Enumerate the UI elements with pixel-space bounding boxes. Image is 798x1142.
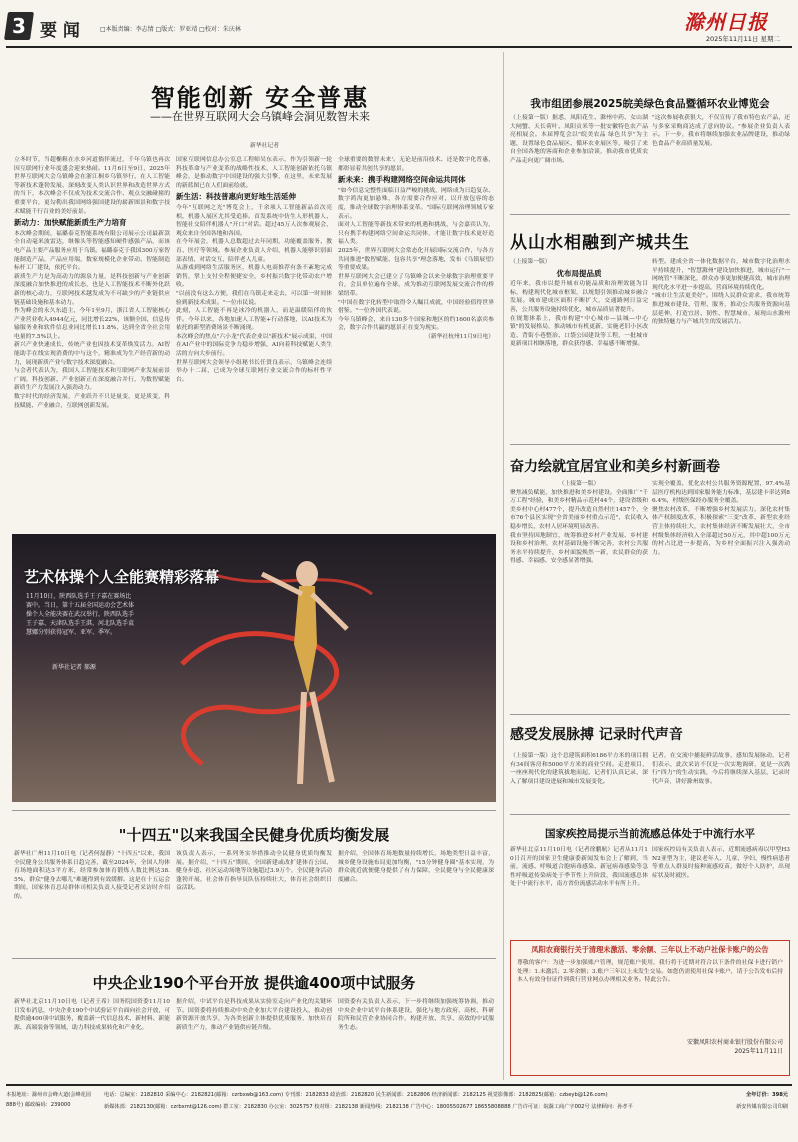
lead-subhead-1: 新动力：加快赋能新质生产力培育 <box>14 218 127 228</box>
right1-rule <box>510 214 790 215</box>
lead-subhead-2: 新生活：科技普惠向更好地生活延伸 <box>176 192 296 202</box>
right3-para: 聚焦减负赋能，加快推进和美乡村建设。全面推广"千万工程"经验，和美乡村精品示范村44个，建设省级和美乡村中心村477个，提升改造自然村庄1457个，全市76个县区实现"全省美丽乡村重点示范"，农民收入稳步增长，农村人居环境明显改善。 <box>510 489 648 530</box>
lead-para: 作为峰会的永久东道主，今年1至9月，浙江省人工智能核心产业营业收入4944亿元，同比增长22%，该额全国，信息传输服务业和软件信息业同比增长11.8%，达到全省全社会用电量的7.5%以上。 <box>14 308 170 340</box>
lead-para: 2025年，世界互联网大会常态化开展国际交流合作，与各方共同推进"数智赋能、包容共享"理念落地，发布《乌镇展望》等重要成果。 <box>338 247 494 272</box>
notice-date: 2025年11月11日 <box>734 1048 783 1055</box>
right3-byline: （上接第一版） <box>558 481 600 487</box>
editors-line: □本版责编：李志情 □版式：罗亚靖 □校对：朱庆林 <box>100 26 241 33</box>
lead-para: 新兴产业快速成长，传统产业也因技术变革焕发活力。AI智能助手在线实现消费的中与这个，精准成为生产经营新的动力，展现新质产业与数字技术深度融合。 <box>14 342 170 366</box>
lead-col-3 <box>338 156 494 528</box>
masthead: 滁州日报 <box>684 10 768 34</box>
footer <box>6 1090 792 1136</box>
lead-para: 今年"互联网之光"博览会上，千余项人工智能新品首次亮相，机器人展区尤其受追捧。首发系统中仿生人形机器人、智能社交陪伴机器人"开口"对话。超过45万人次参观展会，观众来自全国各地和各国。 <box>176 204 332 237</box>
bottom2-headline: 国家疾控局提示当前流感总体处于中流行水平 <box>545 828 755 840</box>
footer-phones-1: 电话：总编室：2182810 采编中心：2182821(邮箱：czrbxwb@163.com) 专刊部：2182833 政治部：2182820 民生新闻部：2182806 经济新闻部：2182125 视觉影像部：2182825(邮箱：czbeyb@126.com) <box>104 1092 608 1098</box>
lead-para: 与会者代表认为，我国人工智能技术和互联网产业发展前景广阔，科技创新、产业创新正在深度融合并行，为数智赋能新质生产力发展注入强劲动力。 <box>14 368 170 392</box>
issue-date: 2025年11月11日 星期二 <box>705 35 780 43</box>
lead-para: 今年乌镇峰会，来自130多个国家和地区的约1600名嘉宾参会，数字合作共赢的愿景正在变为现实。 <box>338 316 494 332</box>
photo-bottom-rule <box>12 810 496 811</box>
lead-subhead-3: 新未来：携手构建网络空间命运共同体 <box>338 175 466 185</box>
right3-para: 我市坚持因地制宜，统筹推进乡村产业发展、乡村建设和乡村治理，农村基础设施不断完善，农村公共服务水平持续提升，乡村面貌焕然一新，农民群众的获得感、幸福感、安全感显著增强。 <box>510 532 648 565</box>
page-number: 3 <box>12 14 26 38</box>
lead-credit: （新华社杭州11月9日电） <box>424 333 494 340</box>
bottom2-col-2: 国家疾控局有关负责人表示，近期流感病毒以甲型H3N2亚型为主，建议老年人、儿童、孕妇、慢性病患者等重点人群及时接种流感疫苗，做好个人防护，出现症状及时就医。 <box>652 847 790 879</box>
right3-rule <box>510 714 790 715</box>
notice-signature: 安徽凤阳农村商业银行股份有限公司 <box>686 1039 783 1046</box>
bottom3-col-1: 新华社北京11月10日电（记者王希）国务院国资委11月10日发布消息，中央企业190个中试验证平台面向社会开放，可提供逾400项中试服务，覆盖新一代信息技术、新材料、新能源、高端装备等领域，助力科技成果转化和产业化。 <box>14 999 170 1031</box>
lead-para: 世界互联网大会领导小组秘书长任贤良表示，乌镇峰会连续举办十二届，已成为全球互联网行业交流合作的标杆性平台。 <box>176 359 332 383</box>
right2-subhead: 优布局提品质 <box>556 268 602 278</box>
photo-credit: 新华社记者 郝源 <box>52 664 96 671</box>
right4-rule <box>510 814 790 815</box>
right2-rule <box>510 444 790 445</box>
lead-subheadline: ——在世界互联网大会乌镇峰会洞见数智未来 <box>150 110 370 123</box>
bottom1-col-1: 新华社广州11月10日电（记者何磊静）"十四五"以来，我国全民健身公共服务体系日趋完善，截至2024年，全国人均体育场地面积达3平方米，经常参加体育锻炼人数比例达38.5%，群众"健身去哪儿"难题得到有效缓解。这是在十五运会期间，国家体育总局群体司相关负责人接受记者采访时介绍的。 <box>14 851 170 900</box>
right2-col-1 <box>510 258 648 438</box>
lead-para: 本次峰会期间，福璐泰克智能系统有限公司展示公司最新款全自动毫米波雷达，继像头等智能感知硬件感强产品，而该电产品主要产品服务应用于乌镇。福璐泰克于我国300万家智能制造产品，产品应用端，数家规模化企业带动、智能制造标杆工厂建设，依托平台。 <box>14 230 170 272</box>
right2-col-2 <box>652 258 790 438</box>
right4-col-2: 记者，在交流中捕捉鲜活故事，感知发展脉动，记者们表示，此次采访不仅是一次实地调研，更是一次践行"四力"的生动实践，今后将继续深入基层，记录时代声音，讲好滁州故事。 <box>652 753 790 785</box>
bottom1-col-2: 该负责人表示，一系列务实举措推动全民健身优质均衡发展。据介绍，"十四五"期间，全国新建或改扩建体育公园、健身步道、社区运动场地等设施超过3.9万个，全民健身活动蓬勃开展，社会体育指导员队伍持续壮大，体育社会组织日益活跃。 <box>176 851 332 892</box>
lead-intro: 立冬时节，当超椭粗在水乡河道徜徉流过，千年乌镇也再次因互联网行业年度盛会迎来热闹。11月6日至9日，2025年世界互联网大会乌镇峰会在浙江桐乡乌镇举行，在人工智能等新技术蓬勃发展、深刻改变人类认识世界和改造世界方式的当下，本次峰会不仅成为技术交流合作、观点交融碰撞的重要平台，更勾勒出我国网络强国建设的崭新图景和数字技术赋能千行百业的美好前景。 <box>14 157 170 215</box>
lead-para: 从游戏到网络生活服务区，机器人电商推荐有条不紊地完成销售，掌上支付全程便捷安全，乡村振兴数字化带动农户增收。 <box>176 265 332 289</box>
bottom3-col-3: 国资委有关负责人表示，下一步将继续加强统筹协调，推动中央企业中试平台体系建设，强化与地方政府、高校、科研院所和民营企业协同合作，构建开放、共享、高效的中试服务生态。 <box>338 999 494 1031</box>
bottom2-col-1: 新华社北京11月10日电（记者徐鹏航）记者从11月10日召开的国家卫生健康委新闻发布会上了解到，当前，流感、呼吸道合胞病毒感染、新冠病毒感染等急性呼吸道传染病处于季节性上升阶段，我国流感总体处于中流行水平，南方省份流感活动水平有所上升。 <box>510 847 648 888</box>
right2-para: 近年来，我市以提升城市功能品质和治理效能为目标，构建现代化城市框架，以规划引领推动城乡融合发展。城市建成区面积不断扩大，交通路网日益完善，公共服务设施持续优化，城市品质显著提升。 <box>510 281 648 313</box>
section-title: 要 闻 <box>40 21 80 41</box>
photo-caption: 11月10日，陕西队选手王子嘉在赛场比赛中。当日，第十五届全国运动会艺术体操个人全能决赛在武汉举行，陕西队选手王子嘉、天津队选手王淇、河北队选手袁慧娜分别获得冠军、亚军、季军。 <box>26 593 135 636</box>
page-number-badge <box>4 12 34 40</box>
notice-title: 凤阳农商银行关于清理未激活、零余额、三年以上不动户社保卡账户的公告 <box>531 945 769 954</box>
lead-headline: 智能创新 安全普惠 <box>150 84 370 112</box>
photo-title: 艺术体操个人全能赛精彩落幕 <box>24 568 220 586</box>
right1-headline: 我市组团参展2025皖美绿色食品暨循环农业博览会 <box>530 98 770 110</box>
footer-price: 全年订价：398元 <box>746 1092 788 1098</box>
bottom3-headline: 中央企业190个平台开放 提供逾400项中试服务 <box>92 974 416 992</box>
lead-para: 新质生产力是为高动力的源泉力量，是科技创新与产业创新深度融合加快推进的成长态，也是人工智能技术不断外化跃新的核心动力，互联网技术越发成为不可缺少的产业链供应链基础设施和基本动力。 <box>14 273 170 306</box>
right3-para: 聚焦农村改革，不断增强乡村发展活力。深化农村集体产权制度改革，积极探索"三变"改革，新型农业经营主体持续壮大，农村集体经济不断发展壮大，全市村级集体经济收入全部超过50万元，其中超100万元的村占比进一步提高，为乡村全面振兴注入强劲动力。 <box>652 506 790 556</box>
bank-notice <box>510 940 790 1076</box>
bottom1-rule <box>12 958 496 959</box>
lead-para: 全球重要的数智未来'。无论是前沿技术、还是数字化普惠，都彰显着共创共享的愿景。 <box>338 157 494 172</box>
lead-col-1 <box>14 156 170 528</box>
right3-col-1 <box>510 480 648 708</box>
gymnastics-photo <box>12 534 496 802</box>
right4-headline: 感受发展脉搏 记录时代声音 <box>510 727 683 743</box>
right2-headline: 从山水相融到产城共生 <box>510 233 690 253</box>
lead-para: "中国在数字化转型中取得令人瞩目成就，中国经验值得世界借鉴。"一位外国代表说。 <box>338 299 494 315</box>
lead-para: 国家互联网信息办公室总工程师吴东表示，作为引领新一轮科技革命与产业变革的战略性技术，人工智能创新依托乌镇峰会，是推动数字中国建设的强大引擎，在这里，未来发展的新蓝图已在人们面前绘就。 <box>176 157 332 189</box>
right2-para: 转型。建成全省一体化数据平台，城市数字化治理水平持续提升，"智慧滁州"建设加快推进，城市运行"一网统管"不断深化，群众办事更加便捷高效，城市治理现代化水平进一步提高，营商环境持续优化。 <box>652 259 790 291</box>
page-header <box>6 6 792 46</box>
lead-byline: 新华社记者 <box>250 143 279 149</box>
lead-para: "如今信息完整性面临日益严峻的挑战，网络成为日趋复杂、数字鸿沟更加悬殊，各方需要合作应对，以开放包容的态度，推动全球数字治理体系变革。"国际互联网治理领域专家表示。 <box>338 187 494 220</box>
bottom1-col-3: 据介绍，全国体育场地数量持续增长，场地类型日益丰富，城乡健身设施布局更加均衡，"15分钟健身圈"基本实现，为群众就近就便健身提供了有力保障，全民健身与全民健康深度融合。 <box>338 851 494 883</box>
right2-para: "城市让生活更美好"。围绕人民群众需求，我市统筹推进城市建设、管理、服务，推动公共服务资源向基层延伸，打造宜居、韧性、智慧城市，展现山水滁州的独特魅力与产城共生的发展活力。 <box>652 293 790 326</box>
header-rule <box>6 46 792 48</box>
lead-para: "以前没有这么方便，我们在乌镇走来走去，可以第一时间体验到新技术成果。"一位市民说。 <box>176 290 332 306</box>
right1-col-2: "这次参展收获很大，不仅宣传了我市特色农产品，还与多家采购商达成了意向协议。"参展企业负责人表示。下一步，我市将继续加强农业品牌建设，推动绿色食品产业高质量发展。 <box>652 115 790 147</box>
lead-col-2 <box>176 156 332 528</box>
lead-para: 此刻，人工智能不再是冰冷的机器人，而是温暖陪伴的伙伴。今年以来，各地加速人工智能+行动落地，以AI技术为依托的新型消费场景不断涌现。 <box>176 308 332 332</box>
right2-para: 在规划体系上，我市构建"中心城市—县城—中心镇"的发展格局，推动城市有机更新，实施老旧小区改造、背街小巷整治、口袋公园建设等工程，一批城市更新项目相继落地，群众获得感、幸福感不断增强。 <box>510 315 648 348</box>
lead-para: 在今年展会，机器人总数超过去年同期，功能覆盖服务、教育、医疗等领域。参展企业负责人介绍，机器人能够识别面部表情、对话交互，陪伴老人儿童。 <box>176 239 332 263</box>
right3-col-2 <box>652 480 790 708</box>
column-divider <box>503 52 504 1080</box>
right1-col-1: （上接第一版）据悉，凤阳花生、滁州中药、女山湖大闸蟹、天长荷叶、凤阳贡米等一批安徽特色农产品亮相展会。本届博览会以"皖美农品 绿色共享"为主题，设置绿色食品展区、循环农业展区等，吸引了来自全国各地的客商和企业参加洽谈，推动我市优质农产品走向更广阔市场。 <box>510 115 648 164</box>
lead-para: 面对人工智能等新技术带来的机遇和挑战，与会嘉宾认为，只有携手构建网络空间命运共同体，才能让数字技术更好造福人类。 <box>338 222 494 246</box>
footer-address: 本报地址：滁州市会峰大道(会峰花园888号) 邮政编码：239000 <box>6 1092 92 1108</box>
right3-headline: 奋力绘就宜居宜业和美乡村新画卷 <box>510 459 720 475</box>
footer-printer: 新安传媒有限公司印刷 <box>736 1104 788 1110</box>
right4-col-1: （上接第一版）这个总建筑面积6186平方米的项目拥有34间客房和5000平方米的商业空间。走进项目，一座座现代化的建筑拔地而起，记者们认真记录，深入了解项目建设进展和城市发展变化。 <box>510 753 648 785</box>
right2-byline: （上接第一版） <box>510 259 551 265</box>
right3-para: 实现全覆盖，优化农村公共服务资源配置，97.4%基层医疗机构达到国家服务能力标准，基层建卡率达到86.4%，村级医保经办服务全覆盖。 <box>652 481 790 505</box>
lead-para: 世界互联网大会已建立了乌镇峰会以来全球数字治理重要平台，会员单位遍布全球，成为推动互联网发展交流合作的桥梁纽带。 <box>338 273 494 297</box>
notice-body: 尊敬的客户：为进一步加强账户管理，规范账户使用，我行将于近期对符合以下条件的社保卡进行销户处理：1.未激活；2.零余额；3.账户三年以上未发生交易。如您仍需使用社保卡账户，请于公告发布后持本人有效身份证件到我行营业网点办理相关业务。特此公告。 <box>517 960 783 984</box>
footer-rule <box>6 1084 792 1086</box>
bottom1-headline: "十四五"以来我国全民健身优质均衡发展 <box>118 826 390 844</box>
lead-para: 本次峰会的焦点"六小龙"代表企业以"新技术"展示成果，中国在AI产业中的国际竞争力稳步增强，AI向着科技赋能人类生活的方向大步前行。 <box>176 333 332 358</box>
footer-phones-2: 新媒体部：2182130(邮箱：czrbxmt@126.com) 群工室：2182830 办公室：3025757 校对组：2182138 新闻热线：2182138 广告中心：18005502677 18655808888 广告许可证：皖滁工商广字002号 法律顾问：孙孝平 <box>104 1104 633 1110</box>
bottom3-col-2: 据介绍，中试平台是科技成果从实验室走向产业化的关键环节。国资委将持续推动中央企业加大平台建设投入，推动创新资源开放共享，为各类创新主体提供优质服务，加快培育新质生产力，推动产业链供应链升级。 <box>176 999 332 1031</box>
lead-para: 数字时代的经济发展，产业跃升不只是量变，更是质变，科技赋能、产业融合，互联网创新发展。 <box>14 394 170 409</box>
